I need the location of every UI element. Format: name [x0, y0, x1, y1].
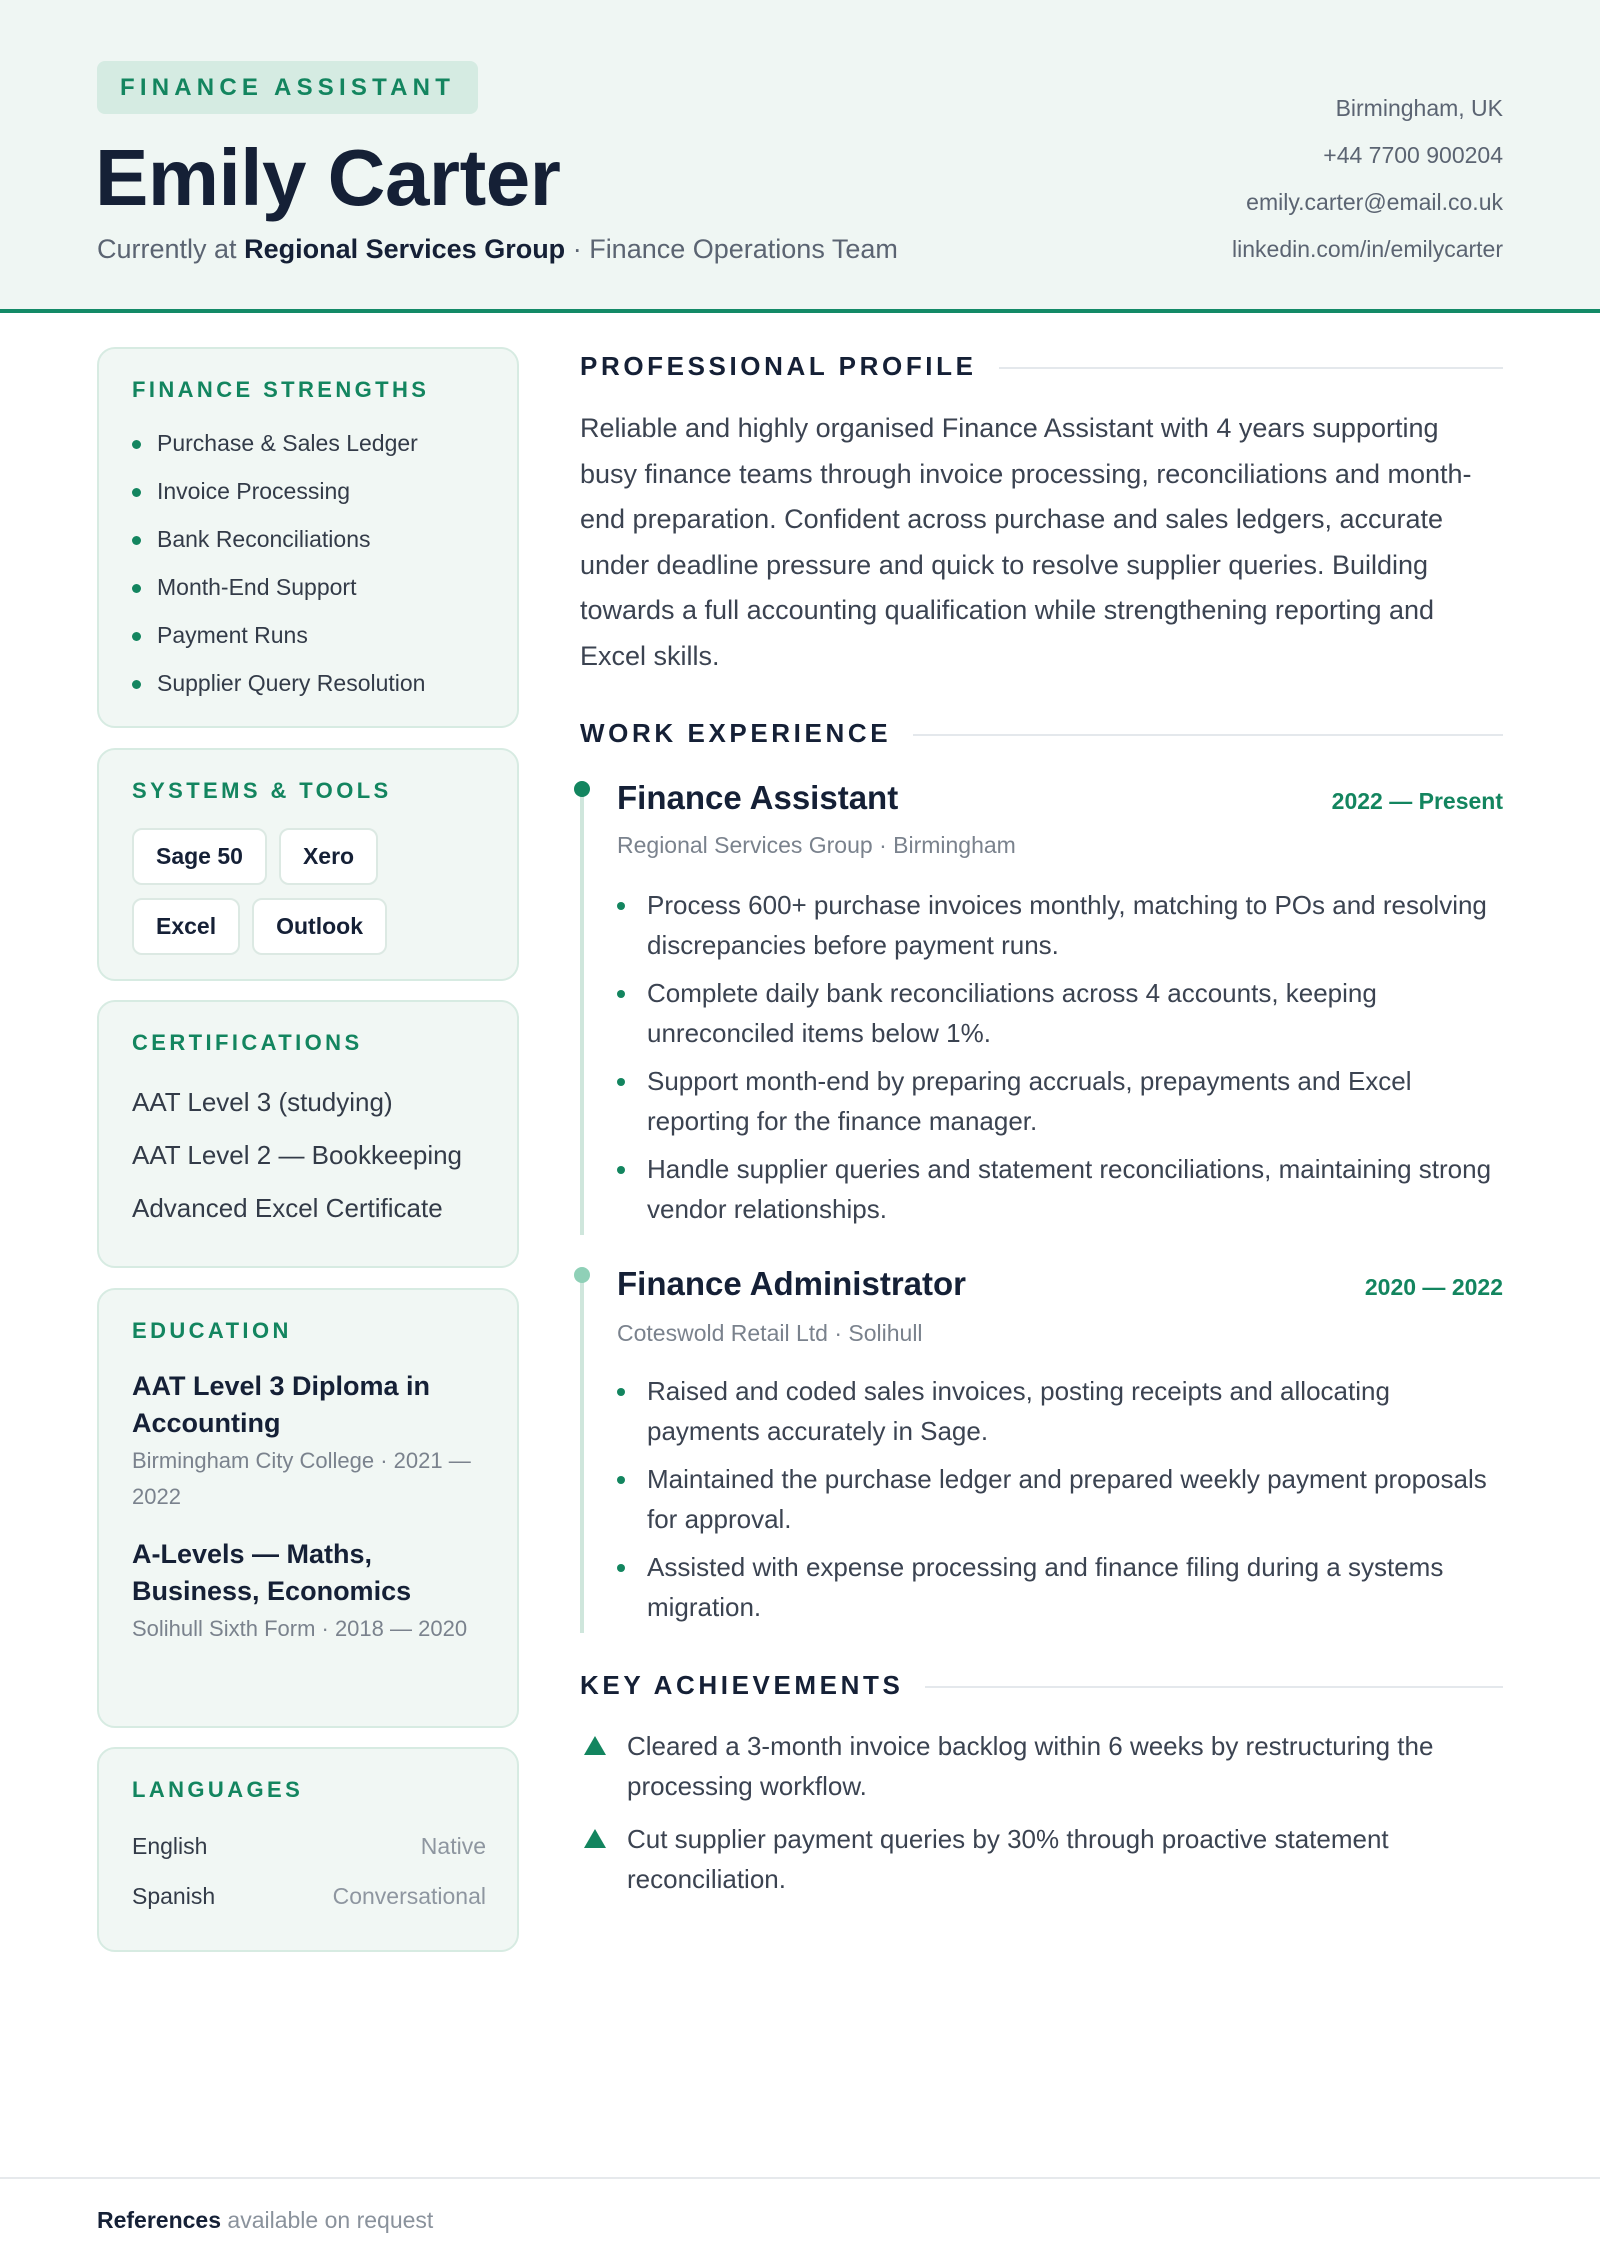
- job-company: Coteswold Retail Ltd · Solihull: [617, 1320, 923, 1346]
- current-team: · Finance Operations Team: [572, 234, 898, 264]
- tools-title: SYSTEMS & TOOLS: [132, 778, 392, 803]
- certifications-list: [132, 1084, 462, 1243]
- currently-prefix: Currently at: [97, 234, 237, 264]
- job-dates: 2020 — 2022: [1364, 1274, 1503, 1300]
- achievements-list: [580, 1726, 1503, 1912]
- language-name: Spanish: [132, 1883, 216, 1909]
- achievement-text: Cut supplier payment queries by 30% through proactive statement reconciliation.: [627, 1824, 1389, 1894]
- current-position: [97, 232, 898, 266]
- language-name: English: [132, 1833, 208, 1859]
- job-title: Finance Assistant: [617, 779, 899, 816]
- education-meta: Solihull Sixth Form · 2018 — 2020: [132, 1616, 468, 1641]
- education-item: [132, 1368, 492, 1515]
- language-row: [132, 1881, 486, 1911]
- certification-item: Advanced Excel Certificate: [132, 1193, 443, 1223]
- contact-email: emily.carter@email.co.uk: [1246, 189, 1503, 215]
- current-employer: Regional Services Group: [244, 234, 566, 264]
- certification-item: AAT Level 2 — Bookkeeping: [132, 1140, 463, 1170]
- achievements-heading: [580, 1667, 1503, 1703]
- education-qualification: AAT Level 3 Diploma in Accounting: [132, 1371, 431, 1438]
- achievements-title: KEY ACHIEVEMENTS: [580, 1667, 925, 1703]
- tool-chip: Outlook: [252, 898, 387, 955]
- education-card: [97, 1288, 519, 1728]
- job-bullet: Assisted with expense processing and finance filing during a systems migration.: [617, 1547, 1497, 1627]
- references-note: [97, 2205, 433, 2235]
- job-title: Finance Administrator: [617, 1265, 966, 1302]
- profile-heading: [580, 348, 1503, 384]
- language-level: Native: [420, 1833, 486, 1859]
- tools-list: [132, 828, 492, 968]
- job-dates: 2022 — Present: [1331, 788, 1503, 814]
- education-meta: Birmingham City College · 2021 — 2022: [132, 1448, 471, 1509]
- strength-item: Bank Reconciliations: [132, 525, 425, 573]
- profile-text: Reliable and highly organised Finance Assistant with 4 years supporting busy finance teams through invoice processing, reconciliations and month-end preparation. Confident across purchase and sales ledgers, accurate under deadline pressure and quick to resolve supplier queries. Building towards a full accounting qualification while strengthening reporting and Excel skills.: [580, 413, 1472, 671]
- timeline-line: [580, 789, 584, 1235]
- contact-linkedin: linkedin.com/in/emilycarter: [1232, 236, 1503, 262]
- strength-item: Month-End Support: [132, 573, 425, 621]
- role-badge: FINANCE ASSISTANT: [97, 61, 478, 114]
- job-bullet: Complete daily bank reconciliations across 4 accounts, keeping unreconciled items below 1%.: [617, 973, 1497, 1053]
- achievement-text: Cleared a 3-month invoice backlog within 6 weeks by restructuring the processing workflow.: [627, 1731, 1434, 1801]
- strengths-title: FINANCE STRENGTHS: [132, 377, 430, 402]
- timeline-line: [580, 1275, 584, 1633]
- triangle-up-icon: [584, 1829, 606, 1848]
- timeline-dot-past: [574, 1267, 590, 1283]
- languages-card: [97, 1747, 519, 1952]
- experience-title: WORK EXPERIENCE: [580, 715, 913, 751]
- contact-location: Birmingham, UK: [1335, 95, 1503, 121]
- job-bullet: Maintained the purchase ledger and prepared weekly payment proposals for approval.: [617, 1459, 1497, 1539]
- tool-chip: Excel: [132, 898, 240, 955]
- education-qualification: A-Levels — Maths, Business, Economics: [132, 1539, 412, 1606]
- job-company: Regional Services Group · Birmingham: [617, 832, 1016, 858]
- triangle-up-icon: [584, 1736, 606, 1755]
- job-bullets: [617, 1371, 1497, 1635]
- education-title: EDUCATION: [132, 1318, 292, 1343]
- strengths-card: [97, 347, 519, 728]
- tool-chip: Xero: [279, 828, 378, 885]
- certifications-title: CERTIFICATIONS: [132, 1030, 363, 1055]
- achievement-item: [580, 1726, 1503, 1806]
- education-item: [132, 1536, 492, 1647]
- language-level: Conversational: [332, 1883, 486, 1909]
- contact-phone: +44 7700 900204: [1323, 142, 1503, 168]
- footer-divider: [0, 2177, 1600, 2179]
- strength-item: Payment Runs: [132, 621, 425, 669]
- job-bullet: Raised and coded sales invoices, posting receipts and allocating payments accurately in Sage.: [617, 1371, 1497, 1451]
- profile-title: PROFESSIONAL PROFILE: [580, 348, 999, 384]
- candidate-name: Emily Carter: [95, 133, 561, 222]
- certifications-card: [97, 1000, 519, 1268]
- tools-card: [97, 748, 519, 981]
- job-bullet: Handle supplier queries and statement reconciliations, maintaining strong vendor relationships.: [617, 1149, 1497, 1229]
- contact-details: [1232, 91, 1503, 279]
- timeline-dot-current: [574, 781, 590, 797]
- strengths-list: [132, 429, 425, 717]
- strength-item: Supplier Query Resolution: [132, 669, 425, 717]
- achievement-item: [580, 1819, 1503, 1899]
- resume-header: [0, 0, 1600, 313]
- references-text: available on request: [227, 2207, 434, 2233]
- tool-chip: Sage 50: [132, 828, 267, 885]
- strength-item: Invoice Processing: [132, 477, 425, 525]
- languages-title: LANGUAGES: [132, 1777, 304, 1802]
- strength-item: Purchase & Sales Ledger: [132, 429, 425, 477]
- certification-item: AAT Level 3 (studying): [132, 1087, 393, 1117]
- references-label: References: [97, 2207, 222, 2233]
- job-bullet: Support month-end by preparing accruals, prepayments and Excel reporting for the finance manager.: [617, 1061, 1497, 1141]
- job-bullet: Process 600+ purchase invoices monthly, matching to POs and resolving discrepancies before payment runs.: [617, 885, 1497, 965]
- experience-heading: [580, 715, 1503, 751]
- language-row: [132, 1831, 486, 1861]
- job-bullets: [617, 885, 1497, 1237]
